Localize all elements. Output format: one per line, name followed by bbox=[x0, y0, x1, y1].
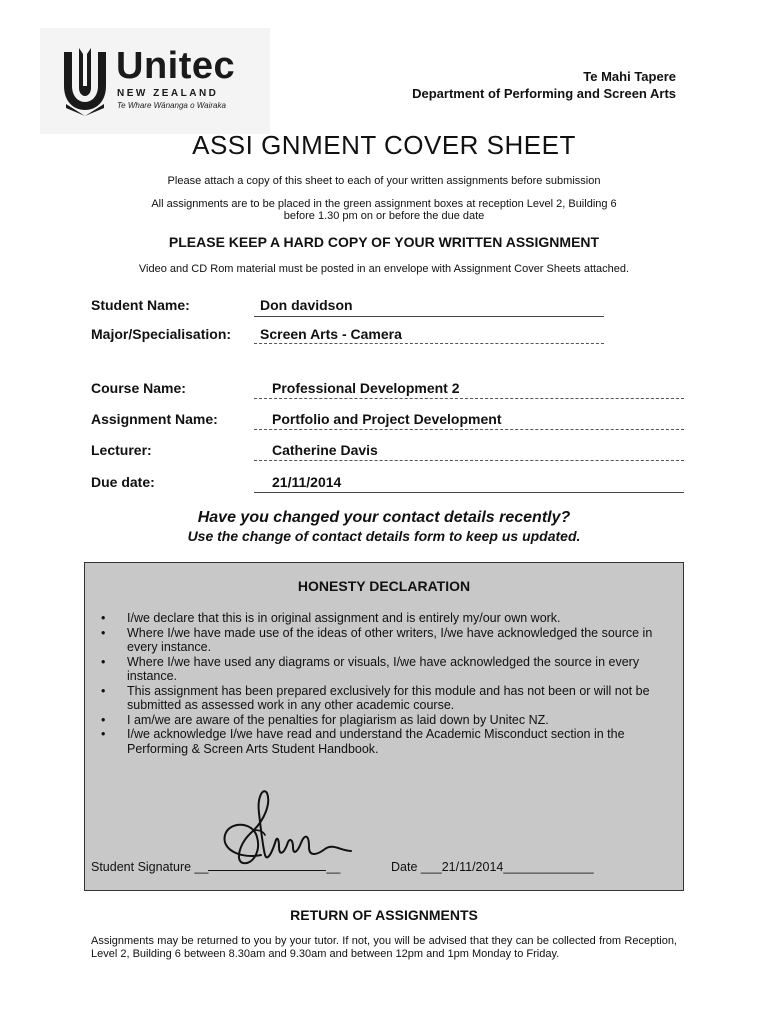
date-trailing-line: _____________ bbox=[503, 860, 594, 874]
contact-instruction: Use the change of contact details form to keep us updated. bbox=[187, 528, 581, 544]
signature-label-row bbox=[91, 860, 340, 874]
maori-department: Te Mahi Tapere bbox=[583, 69, 676, 84]
student-name-label: Student Name: bbox=[91, 297, 190, 313]
return-text: Assignments may be returned to you by your tutor. If not, you will be advised that they can be collected from Reception, Level 2, Building 6 between 8.30am and 9.30am and between 12pm and 1pm Monday to Friday. bbox=[91, 935, 677, 960]
department-name: Department of Performing and Screen Arts bbox=[412, 86, 676, 101]
honesty-item: • I/we declare that this is in original assignment and is entirely my/our own work. bbox=[99, 611, 677, 626]
logo-country: NEW ZEALAND bbox=[117, 88, 219, 99]
signature-label: Student Signature __ bbox=[91, 860, 209, 874]
student-name-value: Don davidson bbox=[260, 297, 353, 313]
honesty-item: • I/we acknowledge I/we have read and understand the Academic Misconduct section in the Performing & Screen Arts Student Handbook. bbox=[99, 727, 677, 756]
honesty-declaration-box bbox=[84, 562, 684, 891]
video-instruction: Video and CD Rom material must be posted in an envelope with Assignment Cover Sheets attached. bbox=[138, 263, 630, 275]
honesty-item: • This assignment has been prepared exclusively for this module and has not been or will not be submitted as assessed work in any other academic course. bbox=[99, 684, 677, 713]
course-name-label: Course Name: bbox=[91, 380, 186, 396]
placement-instruction-line2: before 1.30 pm on or before the due date bbox=[283, 210, 485, 222]
signature-line-end: __ bbox=[326, 860, 341, 874]
honesty-item: • Where I/we have used any diagrams or visuals, I/we have acknowledged the source in every instance. bbox=[99, 655, 677, 684]
assignment-name-line bbox=[254, 429, 684, 430]
signature-line bbox=[208, 870, 326, 871]
major-label: Major/Specialisation: bbox=[91, 326, 232, 342]
due-date-line bbox=[254, 492, 684, 493]
honesty-list bbox=[99, 611, 677, 756]
honesty-title: HONESTY DECLARATION bbox=[297, 578, 471, 594]
date-label: Date ___ bbox=[391, 860, 442, 874]
honesty-item: • I am/we are aware of the penalties for plagiarism as laid down by Unitec NZ. bbox=[99, 713, 677, 728]
logo-wordmark: Unitec bbox=[116, 45, 236, 87]
lecturer-label: Lecturer: bbox=[91, 442, 152, 458]
due-date-label: Due date: bbox=[91, 474, 155, 490]
assignment-name-value: Portfolio and Project Development bbox=[272, 411, 502, 427]
major-line bbox=[254, 343, 604, 344]
contact-question: Have you changed your contact details recently? bbox=[197, 509, 571, 526]
lecturer-value: Catherine Davis bbox=[272, 442, 378, 458]
page-title: ASSI GNMENT COVER SHEET bbox=[192, 130, 576, 160]
course-name-value: Professional Development 2 bbox=[272, 380, 460, 396]
keep-copy-notice: PLEASE KEEP A HARD COPY OF YOUR WRITTEN ASSIGNMENT bbox=[168, 234, 600, 250]
placement-instruction-line1: All assignments are to be placed in the green assignment boxes at reception Level 2, Building 6 bbox=[151, 198, 617, 210]
date-value: 21/11/2014 bbox=[441, 860, 504, 874]
course-name-line bbox=[254, 398, 684, 399]
logo-maori-name: Te Whare Wānanga o Wairaka bbox=[117, 101, 226, 110]
student-name-line bbox=[254, 316, 604, 317]
return-title: RETURN OF ASSIGNMENTS bbox=[290, 907, 478, 923]
due-date-value: 21/11/2014 bbox=[272, 474, 342, 490]
major-value: Screen Arts - Camera bbox=[260, 326, 402, 342]
date-row bbox=[391, 860, 594, 874]
attach-instruction: Please attach a copy of this sheet to each of your written assignments before submission bbox=[167, 175, 601, 187]
assignment-name-label: Assignment Name: bbox=[91, 411, 218, 427]
unitec-logo-mark bbox=[60, 46, 110, 116]
honesty-item: • Where I/we have made use of the ideas of other writers, I/we have acknowledged the source in every instance. bbox=[99, 626, 677, 655]
lecturer-line bbox=[254, 460, 684, 461]
